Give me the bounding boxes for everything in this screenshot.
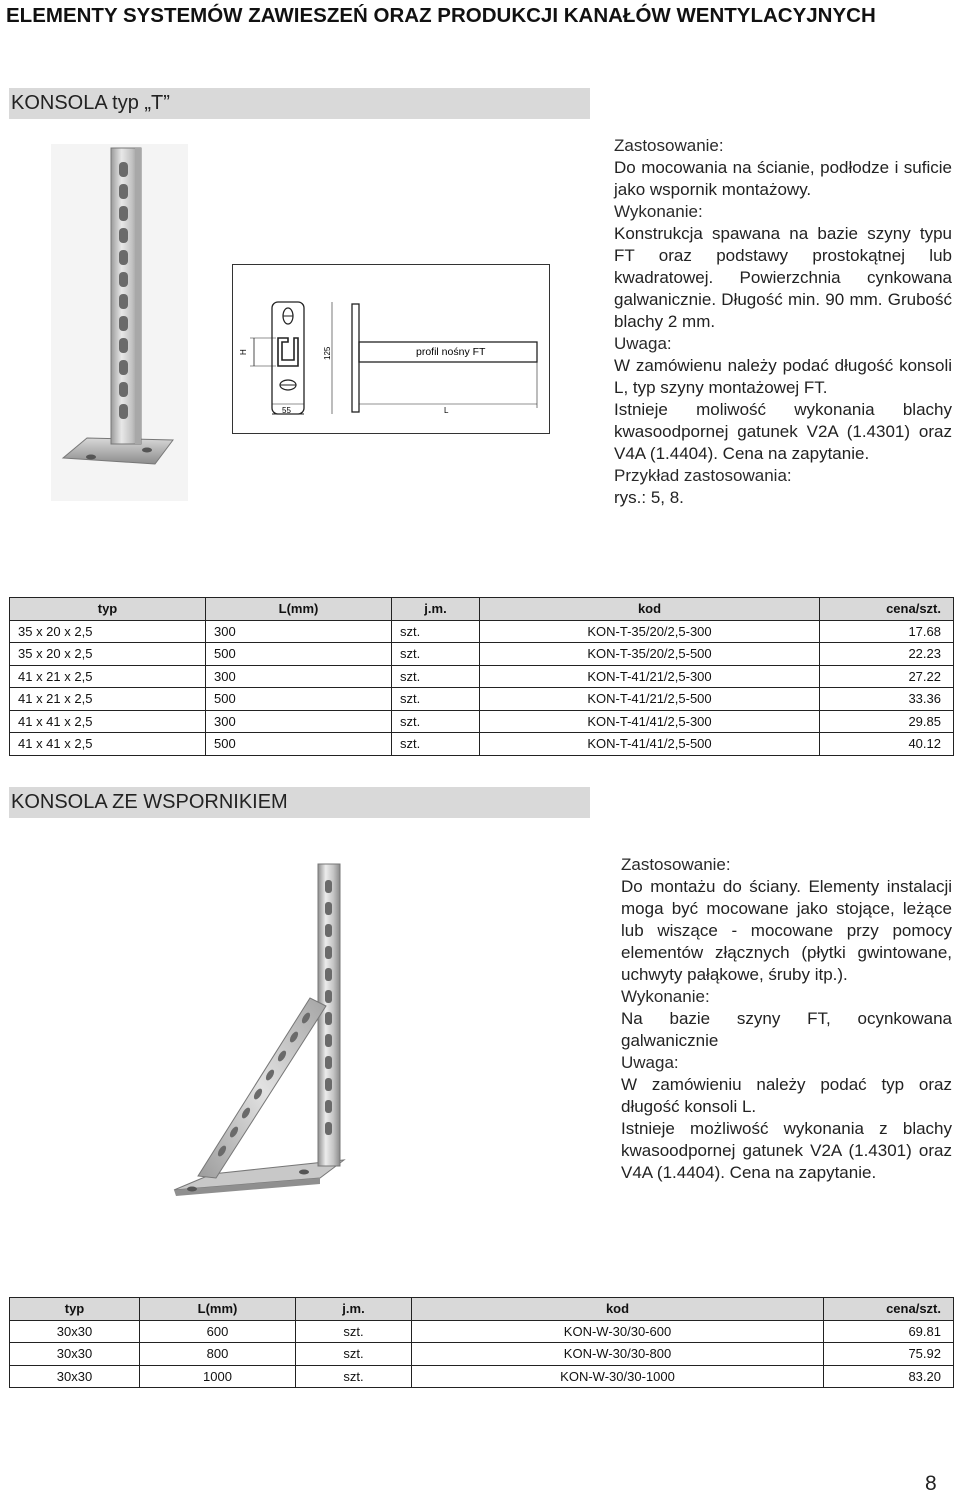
text-kwasoodporna: Istnieje możliwość wykonania z blachy kwasoodpornej gatunek V2A (1.4301) oraz V4A (1.4404). Cena na zapytanie.: [621, 1119, 952, 1182]
cell-length: 800: [140, 1343, 296, 1366]
table-header-row: [10, 598, 954, 621]
col-header: cena/szt.: [824, 1298, 954, 1321]
cell-unit: szt.: [296, 1365, 412, 1388]
cell-code: KON-T-41/21/2,5-500: [480, 688, 820, 711]
heading-zastosowanie: Zastosowanie:: [614, 136, 724, 155]
cell-unit: szt.: [392, 620, 480, 643]
cell-code: KON-T-35/20/2,5-300: [480, 620, 820, 643]
cell-unit: szt.: [392, 688, 480, 711]
konsola-t-illustration: [51, 144, 188, 501]
profile-label: profil nośny FT: [416, 346, 486, 358]
heading-uwaga: Uwaga:: [621, 1053, 679, 1072]
cell-typ: 30x30: [10, 1320, 140, 1343]
cell-code: KON-T-41/41/2,5-300: [480, 710, 820, 733]
cell-code: KON-T-41/21/2,5-300: [480, 665, 820, 688]
text-zastosowanie: Do mocowania na ścianie, podłodze i suficie jako wspornik montażowy.: [614, 158, 952, 199]
heading-przyklad: Przykład zastosowania:: [614, 466, 792, 485]
cell-typ: 41 x 41 x 2,5: [10, 733, 206, 756]
col-header: j.m.: [296, 1298, 412, 1321]
cell-code: KON-W-30/30-800: [412, 1343, 824, 1366]
cell-unit: szt.: [392, 643, 480, 666]
cell-typ: 35 x 20 x 2,5: [10, 620, 206, 643]
cell-code: KON-T-35/20/2,5-500: [480, 643, 820, 666]
cell-length: 500: [206, 688, 392, 711]
heading-wykonanie: Wykonanie:: [614, 202, 703, 221]
cell-length: 500: [206, 733, 392, 756]
col-header: L(mm): [140, 1298, 296, 1321]
text-zastosowanie: Do montażu do ściany. Elementy instalacji moga być mocowane jako stojące, leżące lub wiszące - mocowane przy pomocy elementów złącznych (płytki gwintowane, uchwyty pałąkowe, śruby itp.).: [621, 877, 952, 984]
col-header: cena/szt.: [820, 598, 954, 621]
heading-wykonanie: Wykonanie:: [621, 987, 710, 1006]
heading-zastosowanie: Zastosowanie:: [621, 855, 731, 874]
konsola-t-price-table: [9, 597, 954, 756]
dim-l-label: L: [444, 406, 449, 415]
cell-unit: szt.: [296, 1343, 412, 1366]
technical-drawing: [232, 264, 550, 434]
col-header: j.m.: [392, 598, 480, 621]
cell-unit: szt.: [392, 665, 480, 688]
cell-price: 17.68: [820, 620, 954, 643]
cell-typ: 30x30: [10, 1365, 140, 1388]
cell-price: 33.36: [820, 688, 954, 711]
table-row: [10, 665, 954, 688]
cell-unit: szt.: [392, 710, 480, 733]
dim-h-label: H: [239, 349, 248, 355]
cell-code: KON-W-30/30-600: [412, 1320, 824, 1343]
konsola-t-photo: [51, 144, 188, 501]
konsola-wspornik-illustration: [168, 860, 358, 1210]
text-uwaga: W zamówienu należy podać długość konsoli L, typ szyny montażowej FT.: [614, 356, 952, 397]
col-header: kod: [480, 598, 820, 621]
cell-typ: 30x30: [10, 1343, 140, 1366]
cell-length: 300: [206, 665, 392, 688]
table-row: [10, 1320, 954, 1343]
cell-code: KON-T-41/41/2,5-500: [480, 733, 820, 756]
konsola-wspornik-description: [621, 854, 952, 1184]
cell-code: KON-W-30/30-1000: [412, 1365, 824, 1388]
text-wykonanie: Konstrukcja spawana na bazie szyny typu FT oraz podstawy prostokątnej lub kwadratowej. Powierzchnia cynkowana galwanicznie. Długość min. 90 mm. Grubość blachy 2 mm.: [614, 224, 952, 331]
cell-typ: 41 x 21 x 2,5: [10, 665, 206, 688]
dim-125-label: 125: [323, 346, 332, 360]
table-row: [10, 1343, 954, 1366]
cell-price: 22.23: [820, 643, 954, 666]
konsola-wspornik-price-table: [9, 1297, 954, 1388]
cell-unit: szt.: [392, 733, 480, 756]
text-przyklad: rys.: 5, 8.: [614, 488, 684, 507]
cell-price: 75.92: [824, 1343, 954, 1366]
table-row: [10, 733, 954, 756]
cell-typ: 41 x 41 x 2,5: [10, 710, 206, 733]
col-header: typ: [10, 598, 206, 621]
table-row: [10, 643, 954, 666]
cell-length: 300: [206, 620, 392, 643]
col-header: typ: [10, 1298, 140, 1321]
konsola-t-drawing: [232, 264, 550, 434]
cell-length: 300: [206, 710, 392, 733]
cell-typ: 35 x 20 x 2,5: [10, 643, 206, 666]
dim-55-label: 55: [282, 406, 291, 415]
cell-unit: szt.: [296, 1320, 412, 1343]
col-header: L(mm): [206, 598, 392, 621]
table-header-row: [10, 1298, 954, 1321]
cell-price: 83.20: [824, 1365, 954, 1388]
cell-length: 600: [140, 1320, 296, 1343]
section-title-konsola-wspornik: KONSOLA ZE WSPORNIKIEM: [9, 787, 590, 818]
page-header: ELEMENTY SYSTEMÓW ZAWIESZEŃ ORAZ PRODUKCJI KANAŁÓW WENTYLACYJNYCH: [6, 4, 876, 27]
text-uwaga: W zamówieniu należy podać typ oraz długość konsoli L.: [621, 1075, 952, 1116]
cell-typ: 41 x 21 x 2,5: [10, 688, 206, 711]
cell-length: 1000: [140, 1365, 296, 1388]
konsola-wspornik-photo: [168, 860, 358, 1210]
text-kwasoodporna: Istnieje moliwość wykonania blachy kwasoodpornej gatunek V2A (1.4301) oraz V4A (1.4404). Cena na zapytanie.: [614, 400, 952, 463]
text-wykonanie: Na bazie szyny FT, ocynkowana galwanicznie: [621, 1009, 952, 1050]
table-row: [10, 620, 954, 643]
section-title-konsola-t: KONSOLA typ „T”: [9, 88, 590, 119]
table-row: [10, 710, 954, 733]
cell-price: 69.81: [824, 1320, 954, 1343]
col-header: kod: [412, 1298, 824, 1321]
heading-uwaga: Uwaga:: [614, 334, 672, 353]
table-row: [10, 1365, 954, 1388]
cell-price: 40.12: [820, 733, 954, 756]
konsola-t-description: [614, 135, 952, 509]
page-number: 8: [925, 1472, 937, 1495]
cell-length: 500: [206, 643, 392, 666]
table-row: [10, 688, 954, 711]
cell-price: 27.22: [820, 665, 954, 688]
cell-price: 29.85: [820, 710, 954, 733]
